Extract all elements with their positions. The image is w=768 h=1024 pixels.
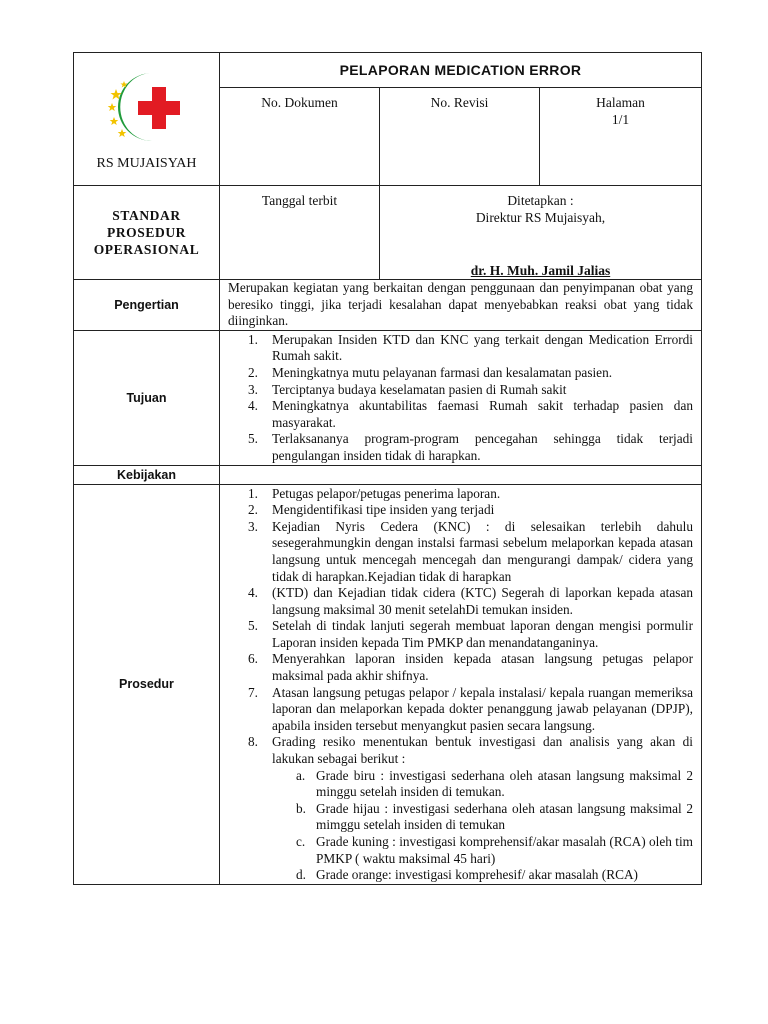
no-dokumen-label: No. Dokumen bbox=[261, 95, 338, 110]
tanggal-terbit-label: Tanggal terbit bbox=[261, 193, 338, 208]
prosedur-cell bbox=[220, 484, 702, 884]
list-item-text: Terlaksananya program-program pencegahan sehingga tidak terjadi pengulangan insiden tidak di harapkan. bbox=[272, 431, 693, 463]
list-item-number: 3. bbox=[248, 381, 258, 397]
list-item bbox=[220, 685, 701, 735]
list-item bbox=[220, 365, 701, 382]
list-item bbox=[220, 867, 701, 884]
tanggal-terbit-cell bbox=[220, 186, 380, 280]
sop-label-cell bbox=[74, 186, 220, 280]
ditetapkan-label: Ditetapkan : bbox=[507, 193, 574, 208]
list-item-text: Atasan langsung petugas pelapor / kepala instalasi/ kepala ruangan memeriksa laporan dan melaporkan kepada dokter penanggung jawab pelayanan (DPJP), apabila insiden tersebut menyangkut pasien secara langsung. bbox=[272, 684, 693, 733]
list-item-text: Grade orange: investigasi komprehesif/ akar masalah (RCA) bbox=[316, 867, 638, 883]
list-item-text: Mengidentifikasi tipe insiden yang terjadi bbox=[272, 502, 495, 518]
list-item-number: 1. bbox=[248, 485, 258, 501]
list-item-text: Petugas pelapor/petugas penerima laporan. bbox=[272, 485, 501, 501]
list-item-text: Menyerahkan laporan insiden kepada atasan langsung petugas pelapor maksimal pada akhir shifnya. bbox=[272, 651, 693, 684]
list-item-number: b. bbox=[296, 800, 306, 816]
list-item bbox=[220, 651, 701, 684]
halaman-label: Halaman bbox=[596, 95, 645, 110]
list-item bbox=[220, 519, 701, 585]
halaman-value: 1/1 bbox=[611, 112, 630, 127]
document-title: PELAPORAN MEDICATION ERROR bbox=[220, 53, 702, 88]
list-item-number: 2. bbox=[248, 502, 258, 518]
list-item-text: Meningkatnya akuntabilitas faemasi Rumah sakit terhadap pasien dan masyarakat. bbox=[272, 398, 693, 430]
sop-line2: PROSEDUR bbox=[106, 225, 187, 240]
sop-line1: STANDAR bbox=[112, 208, 181, 223]
list-item-number: 5. bbox=[248, 431, 258, 447]
prosedur-list bbox=[220, 486, 701, 768]
pengertian-text: Merupakan kegiatan yang berkaitan dengan penggunaan dan penyimpanan obat yang beresiko tinggi, jika terjadi kesalahan dapat menyebabkan reaksi obat yang tidak diinginkan. bbox=[220, 280, 702, 331]
list-item bbox=[220, 332, 701, 365]
pengertian-label: Pengertian bbox=[74, 280, 220, 331]
list-item-number: 4. bbox=[248, 398, 258, 414]
signatory-name: dr. H. Muh. Jamil Jalias bbox=[470, 263, 611, 278]
list-item-text: Kejadian Nyris Cedera (KNC) : di selesaikan terlebih dahulu sesegerahmungkin dengan instalsi farmasi sebelum melaporkan kepada atasan langsung untuk mencegah mencegah dan mengurangi dampak/ cidera yang tidak di harapkan.Kejadian tidak di harapkan bbox=[272, 518, 693, 584]
list-item bbox=[220, 801, 701, 834]
list-item-number: 6. bbox=[248, 651, 258, 667]
list-item bbox=[220, 382, 701, 399]
sop-line3: OPERASIONAL bbox=[93, 242, 200, 257]
tujuan-cell bbox=[220, 330, 702, 465]
list-item-number: 1. bbox=[248, 331, 258, 347]
prosedur-label: Prosedur bbox=[74, 484, 220, 884]
list-item bbox=[220, 431, 701, 464]
list-item-text: Merupakan Insiden KTD dan KNC yang terkait dengan Medication Errordi Rumah sakit. bbox=[272, 331, 693, 364]
list-item-text: (KTD) dan Kejadian tidak cidera (KTC) Segerah di laporkan kepada atasan langsung maksimal 30 menit setelahDi temukan insiden. bbox=[272, 585, 693, 617]
halaman-cell bbox=[540, 88, 702, 186]
no-revisi-label: No. Revisi bbox=[430, 95, 489, 110]
list-item-text: Grading resiko menentukan bentuk investigasi dan analisis yang akan di lakukan sebagai berikut : bbox=[272, 734, 693, 767]
list-item-text: Setelah di tindak lanjuti segerah membuat laporan dengan mengisi pormulir Laporan insiden kepada Tim PMKP dan menandatanganinya. bbox=[272, 618, 693, 650]
list-item-text: Terciptanya budaya keselamatan pasien di Rumah sakit bbox=[272, 381, 567, 397]
list-item-number: a. bbox=[296, 767, 306, 783]
list-item bbox=[220, 502, 701, 519]
list-item-number: 5. bbox=[248, 618, 258, 634]
list-item-number: d. bbox=[296, 867, 306, 883]
list-item-number: 4. bbox=[248, 585, 258, 601]
kebijakan-content bbox=[220, 465, 702, 484]
sop-document-table bbox=[73, 52, 702, 885]
tujuan-list bbox=[220, 332, 701, 465]
hospital-name: RS MUJAISYAH bbox=[96, 155, 197, 171]
list-item-number: 3. bbox=[248, 518, 258, 534]
kebijakan-label: Kebijakan bbox=[74, 465, 220, 484]
list-item-text: Grade biru : investigasi sederhana oleh atasan langsung maksimal 2 minggu setelah insiden di temukan. bbox=[316, 767, 693, 800]
list-item bbox=[220, 834, 701, 867]
list-item-text: Grade hijau : investigasi sederhana oleh atasan langsung maksimal 2 mimggu setelah insiden di temukan bbox=[316, 800, 693, 833]
prosedur-grade-list bbox=[220, 768, 701, 884]
hospital-logo-cell bbox=[74, 53, 220, 186]
no-revisi-cell bbox=[380, 88, 540, 186]
list-item-number: 7. bbox=[248, 684, 258, 700]
tujuan-label: Tujuan bbox=[74, 330, 220, 465]
list-item-number: c. bbox=[296, 834, 306, 849]
list-item bbox=[220, 398, 701, 431]
list-item-number: 2. bbox=[248, 364, 258, 380]
list-item-number: 8. bbox=[248, 734, 258, 750]
list-item bbox=[220, 618, 701, 651]
hospital-logo bbox=[102, 67, 192, 145]
list-item bbox=[220, 734, 701, 767]
list-item bbox=[220, 585, 701, 618]
list-item bbox=[220, 486, 701, 503]
list-item bbox=[220, 768, 701, 801]
ditetapkan-cell bbox=[380, 186, 702, 280]
list-item-text: Meningkatnya mutu pelayanan farmasi dan kesalamatan pasien. bbox=[272, 364, 613, 380]
ditetapkan-by: Direktur RS Mujaisyah, bbox=[475, 210, 606, 225]
list-item-text: Grade kuning : investigasi komprehensif/akar masalah (RCA) oleh tim PMKP ( waktu maksimal 45 hari) bbox=[316, 834, 693, 866]
no-dokumen-cell bbox=[220, 88, 380, 186]
